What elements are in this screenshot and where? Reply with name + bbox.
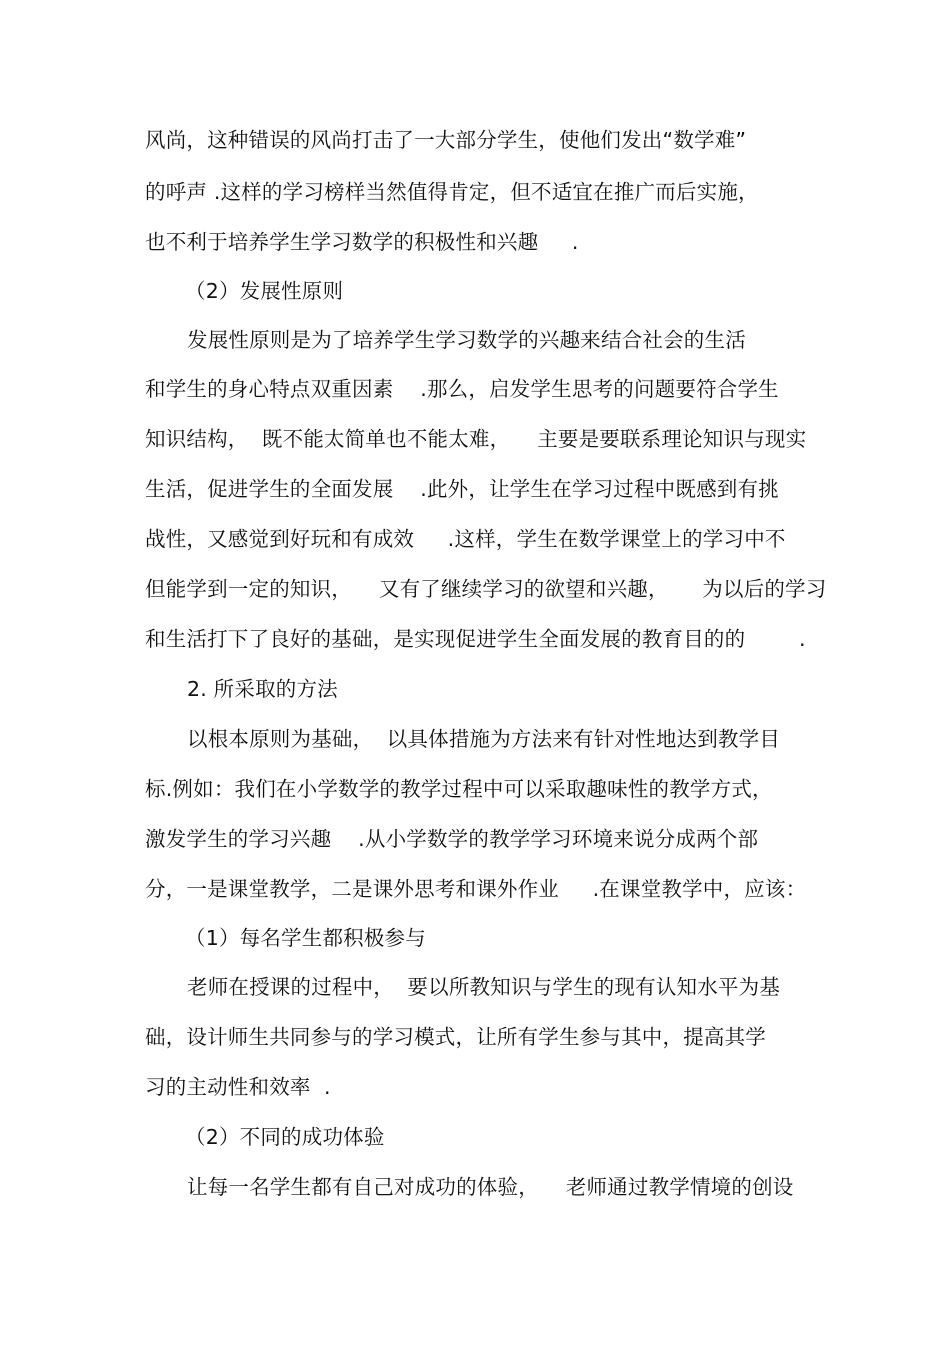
- text-line: 知识结构， 既不能太简单也不能太难， 主要是要联系理论知识与现实: [145, 427, 807, 451]
- text-line: 也不利于培养学生学习数学的积极性和兴趣 .: [145, 230, 579, 254]
- section-heading: 2. 所采取的方法: [187, 677, 338, 701]
- text-line: 风尚，这种错误的风尚打击了一大部分学生，使他们发出“数学难”: [145, 128, 747, 152]
- text-line: 和学生的身心特点双重因素 .那么，启发学生思考的问题要符合学生: [145, 377, 779, 401]
- text-line: 战性，又感觉到好玩和有成效 .这样，学生在数学课堂上的学习中不: [145, 527, 786, 551]
- text-line: 发展性原则是为了培养学生学习数学的兴趣来结合社会的生活: [187, 328, 746, 352]
- text-line: 和生活打下了良好的基础，是实现促进学生全面发展的教育目的的 .: [145, 627, 806, 651]
- section-heading: （2）不同的成功体验: [185, 1125, 385, 1149]
- text-line: 激发学生的学习兴趣 .从小学数学的教学学习环境来说分成两个部: [145, 827, 759, 851]
- text-line: 习的主动性和效率 .: [145, 1075, 331, 1099]
- text-line: 但能学到一定的知识， 又有了继续学习的欲望和兴趣， 为以后的学习: [145, 577, 827, 601]
- text-line: 老师在授课的过程中， 要以所教知识与学生的现有认知水平为基: [187, 975, 781, 999]
- text-line: 让每一名学生都有自己对成功的体验， 老师通过教学情境的创设: [187, 1175, 794, 1199]
- text-line: 础，设计师生共同参与的学习模式，让所有学生参与其中，提高其学: [145, 1025, 766, 1049]
- section-heading: （1）每名学生都积极参与: [185, 926, 426, 950]
- text-line: 生活，促进学生的全面发展 .此外，让学生在学习过程中既感到有挑: [145, 477, 779, 501]
- text-line: 的呼声 .这样的学习榜样当然值得肯定，但不适宜在推广而后实施，: [145, 180, 759, 204]
- text-line: 以根本原则为基础， 以具体措施为方法来有针对性地达到教学目: [187, 727, 781, 751]
- text-line: 分，一是课堂教学，二是课外思考和课外作业 .在课堂教学中，应该：: [145, 877, 807, 901]
- text-line: 标.例如：我们在小学数学的教学过程中可以采取趣味性的教学方式，: [145, 777, 773, 801]
- section-heading: （2）发展性原则: [185, 279, 344, 303]
